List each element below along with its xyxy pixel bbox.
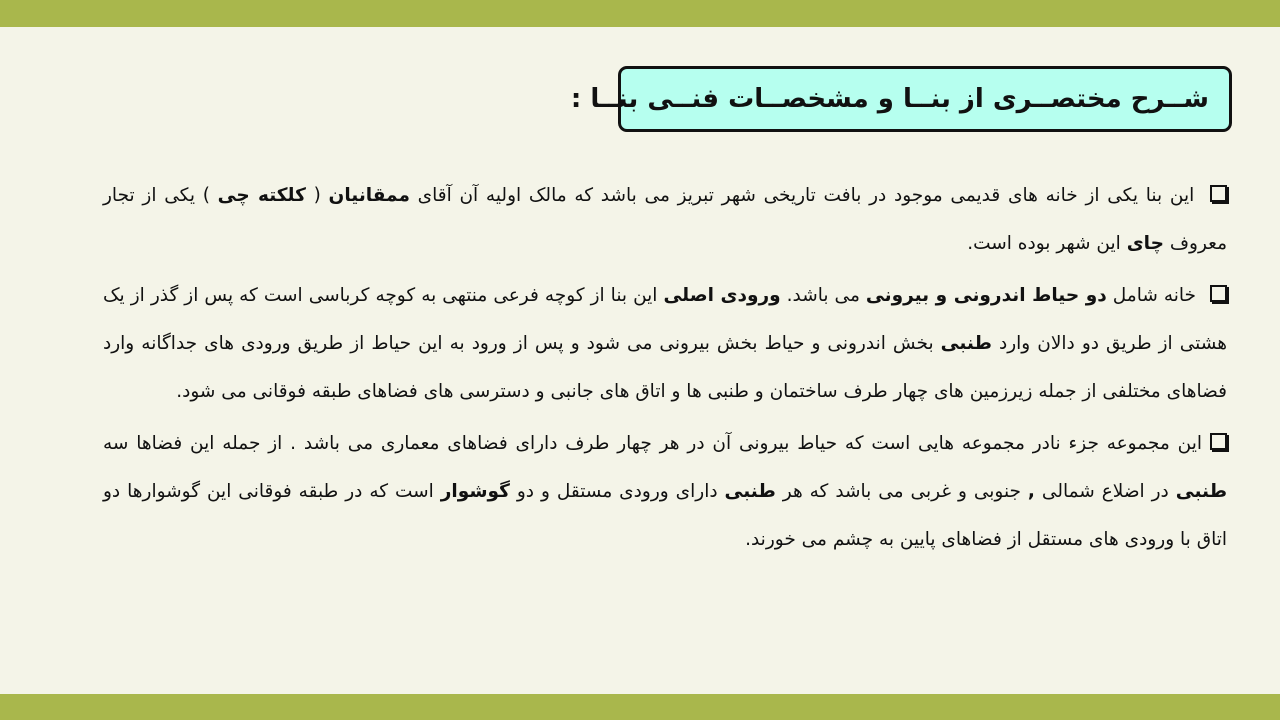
slide-title: شــرح مختصــری از بنــا و مشخصــات فنــی بنــا : [570, 84, 1209, 114]
top-accent-band [0, 0, 1280, 27]
text-segment: جنوبی و غربی می باشد که هر [775, 481, 1028, 502]
bold-segment: ممقانیان [328, 185, 410, 206]
bold-segment: طنبی [1175, 481, 1227, 502]
bold-segment: طنبی [724, 481, 776, 502]
text-segment: این بنا یکی از خانه های قدیمی موجود در بافت تاریخی شهر تبریز می باشد که مالک اولیه آن آقای [409, 185, 1202, 206]
checkbox-bullet-icon [1210, 185, 1227, 202]
text-segment: می باشد. [780, 285, 866, 306]
text-segment: است که در طبقه فوقانی این گوشوارها دو اتاق با ورودی های مستقل از فضاهای پایین به چشم می خورند. [103, 481, 1227, 550]
text-segment: دارای ورودی مستقل و دو [509, 481, 725, 502]
text-segment: ) یکی از تجار معروف [103, 185, 1227, 254]
text-segment: در اضلاع شمالی [1034, 481, 1176, 502]
slide-body [103, 172, 1227, 568]
title-box [570, 66, 1232, 132]
text-segment: این شهر بوده است. [967, 233, 1127, 254]
paragraph-2 [103, 272, 1227, 416]
text-segment: خانه شامل [1106, 285, 1203, 306]
bold-segment: چای [1126, 233, 1164, 254]
text-segment: این مجموعه جزء نادر مجموعه هایی است که حیاط بیرونی آن در هر چهار طرف دارای فضاهای معماری می باشد . از جمله این فضاها سه [103, 433, 1202, 454]
bold-segment: دو حیاط اندرونی و بیرونی [865, 285, 1107, 306]
bold-segment: گوشوار [440, 481, 510, 502]
bottom-accent-band [0, 694, 1280, 720]
bold-segment: , [1027, 481, 1035, 502]
bold-segment: طنبی [940, 333, 992, 354]
text-segment: بخش اندرونی و حیاط بخش بیرونی می شود و پس از ورود به این حیاط از طریق ورودی های جداگانه وارد فضاهای مختلفی از جمله زیرزمین های چهار طرف ساختمان و طنبی ها و اتاق های جانبی و دسترسی های فضاهای طبقه فوقانی می شود. [103, 333, 1227, 402]
bold-segment: ورودی اصلی [663, 285, 781, 306]
text-segment: ( [305, 185, 329, 206]
bold-segment: کلکته چی [217, 185, 306, 206]
checkbox-bullet-icon [1210, 285, 1227, 302]
checkbox-bullet-icon [1210, 433, 1227, 450]
paragraph-3 [103, 420, 1227, 564]
text-segment: این بنا از کوچه فرعی منتهی به کوچه کرباسی است که پس از گذر از یک هشتی از طریق دو دالان وارد [103, 285, 1227, 354]
paragraph-1 [103, 172, 1227, 268]
